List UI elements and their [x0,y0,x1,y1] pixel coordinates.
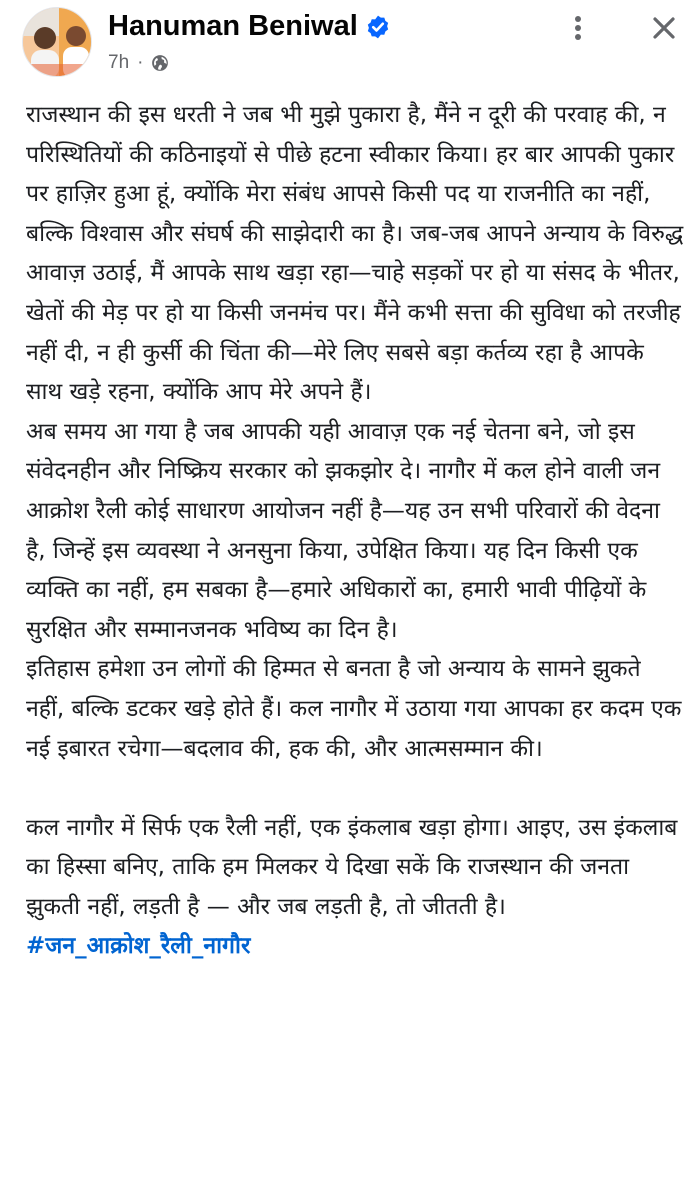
author-row [108,10,391,43]
post-timestamp[interactable]: 7h [108,52,130,73]
avatar-image [23,8,92,77]
post-body [26,96,686,967]
more-dots-icon [574,14,582,42]
post-paragraph: इतिहास हमेशा उन लोगों की हिम्मत से बनता है जो अन्याय के सामने झुकते नहीं, बल्कि डटकर खड़े होते हैं। कल नागौर में उठाया गया आपका हर कदम एक नई इबारत रचेगा—बदलाव की, हक की, और आत्मसम्मान की। [26,656,682,762]
post-paragraph: अब समय आ गया है जब आपकी यही आवाज़ एक नई चेतना बने, जो इस संवेदनहीन और निष्क्रिय सरकार को झकझोर दे। नागौर में कल होने वाली जन आक्रोश रैली कोई साधारण आयोजन नहीं है—यह उन सभी परिवारों की वेदना है, जिन्हें इस व्यवस्था ने अनसुना किया, उपेक्षित किया। यह दिन किसी एक व्यक्ति का नहीं, हम सबका है—हमारे अधिकारों का, हमारी भावी पीढ़ियों के सुरक्षित और सम्मानजनक भविष्य का दिन है। [26,418,661,643]
hashtag-link[interactable]: #जन_आक्रोश_रैली_नागौर [26,933,251,960]
meta-separator: · [137,52,144,73]
paragraph-spacer [26,769,686,809]
post-meta [108,52,169,74]
post-header [0,0,700,90]
author-avatar[interactable] [22,7,92,77]
more-options-button[interactable] [560,10,596,46]
globe-icon[interactable] [151,54,169,72]
author-name[interactable]: Hanuman Beniwal [108,10,358,42]
verified-badge-icon [365,14,391,40]
post-paragraph: कल नागौर में सिर्फ एक रैली नहीं, एक इंकलाब खड़ा होगा। आइए, उस इंकलाब का हिस्सा बनिए, ताकि हम मिलकर ये दिखा सकें कि राजस्थान की जनता झुकती नहीं, लड़ती है — और जब लड़ती है, तो जीतती है। [26,814,678,920]
post-paragraph: राजस्थान की इस धरती ने जब भी मुझे पुकारा है, मैंने न दूरी की परवाह की, न परिस्थितियों की कठिनाइयों से पीछे हटना स्वीकार किया। हर बार आपकी पुकार पर हाज़िर हुआ हूं, क्योंकि मेरा संबंध आपसे किसी पद या राजनीति का नहीं, बल्कि विश्वास और संघर्ष की साझेदारी का है। जब-जब आपने अन्याय के विरुद्ध आवाज़ उठाई, मैं आपके साथ खड़ा रहा—चाहे सड़कों पर हो या संसद के भीतर, खेतों की मेड़ पर हो या किसी जनमंच पर। मैंने कभी सत्ता की सुविधा को तरजीह नहीं दी, न ही कुर्सी की चिंता की—मेरे लिए सबसे बड़ा कर्तव्य रहा है आपके साथ खड़े रहना, क्योंकि आप मेरे अपने हैं। [26,102,684,406]
close-button[interactable] [644,8,684,48]
close-icon [650,14,678,42]
